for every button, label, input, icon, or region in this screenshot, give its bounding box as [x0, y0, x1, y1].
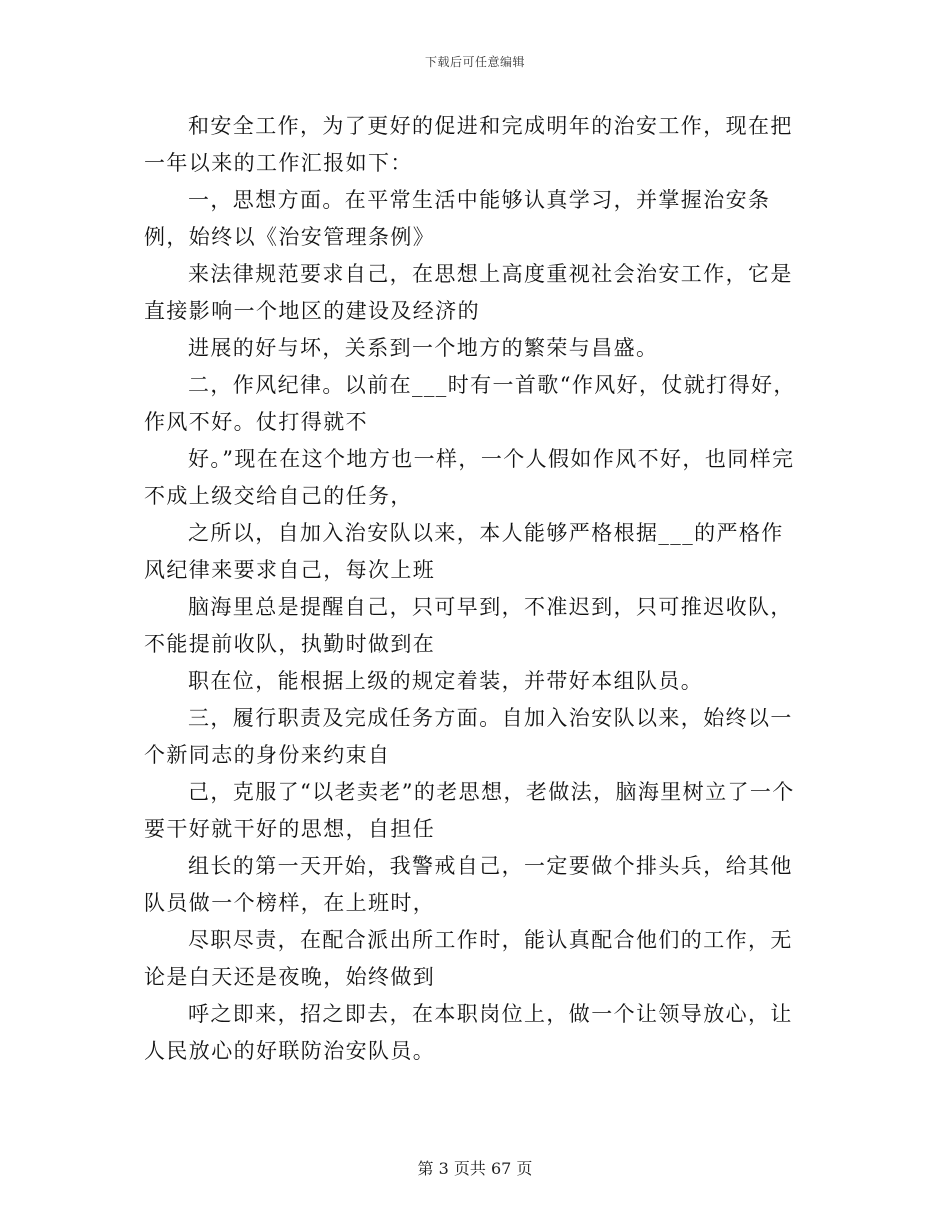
- paragraph: 职在位，能根据上级的规定着装，并带好本组队员。: [188, 669, 704, 693]
- paragraph: 来法律规范要求自己，在思想上高度重视社会治安工作，它是直接影响一个地区的建设及经济的: [144, 262, 793, 323]
- paragraph: 组长的第一天开始，我警戒自己，一定要做个排头兵，给其他队员做一个榜样，在上班时，: [144, 854, 793, 915]
- page-footer: 第 3 页共 67 页: [417, 1159, 533, 1178]
- document-body: [144, 108, 804, 1070]
- paragraph: 三，履行职责及完成任务方面。自加入治安队以来，始终以一个新同志的身份来约束自: [144, 706, 793, 767]
- paragraph: 脑海里总是提醒自己，只可早到，不准迟到，只可推迟收队，不能提前收队，执勤时做到在: [144, 595, 793, 656]
- paragraph: 呼之即来，招之即去，在本职岗位上，做一个让领导放心，让人民放心的好联防治安队员。: [144, 1002, 793, 1063]
- paragraph: 一，思想方面。在平常生活中能够认真学习，并掌握治安条例，始终以《治安管理条例》: [144, 188, 771, 249]
- paragraph: 尽职尽责，在配合派出所工作时，能认真配合他们的工作，无论是白天还是夜晚，始终做到: [144, 928, 793, 989]
- paragraph: 己，克服了“以老卖老”的老思想，老做法，脑海里树立了一个要干好就干好的思想，自担任: [144, 780, 795, 841]
- paragraph: 和安全工作，为了更好的促进和完成明年的治安工作，现在把一年以来的工作汇报如下：: [144, 114, 793, 175]
- page-header: 下载后可任意编辑: [424, 55, 525, 69]
- paragraph: 之所以，自加入治安队以来，本人能够严格根据___的严格作风纪律来要求自己，每次上班: [144, 521, 784, 582]
- paragraph: 二，作风纪律。以前在___时有一首歌“作风好，仗就打得好，作风不好。仗打得就不: [144, 373, 796, 434]
- paragraph: 进展的好与坏，关系到一个地方的繁荣与昌盛。: [188, 336, 659, 360]
- paragraph: 好。”现在在这个地方也一样，一个人假如作风不好，也同样完不成上级交给自己的任务，: [144, 447, 795, 508]
